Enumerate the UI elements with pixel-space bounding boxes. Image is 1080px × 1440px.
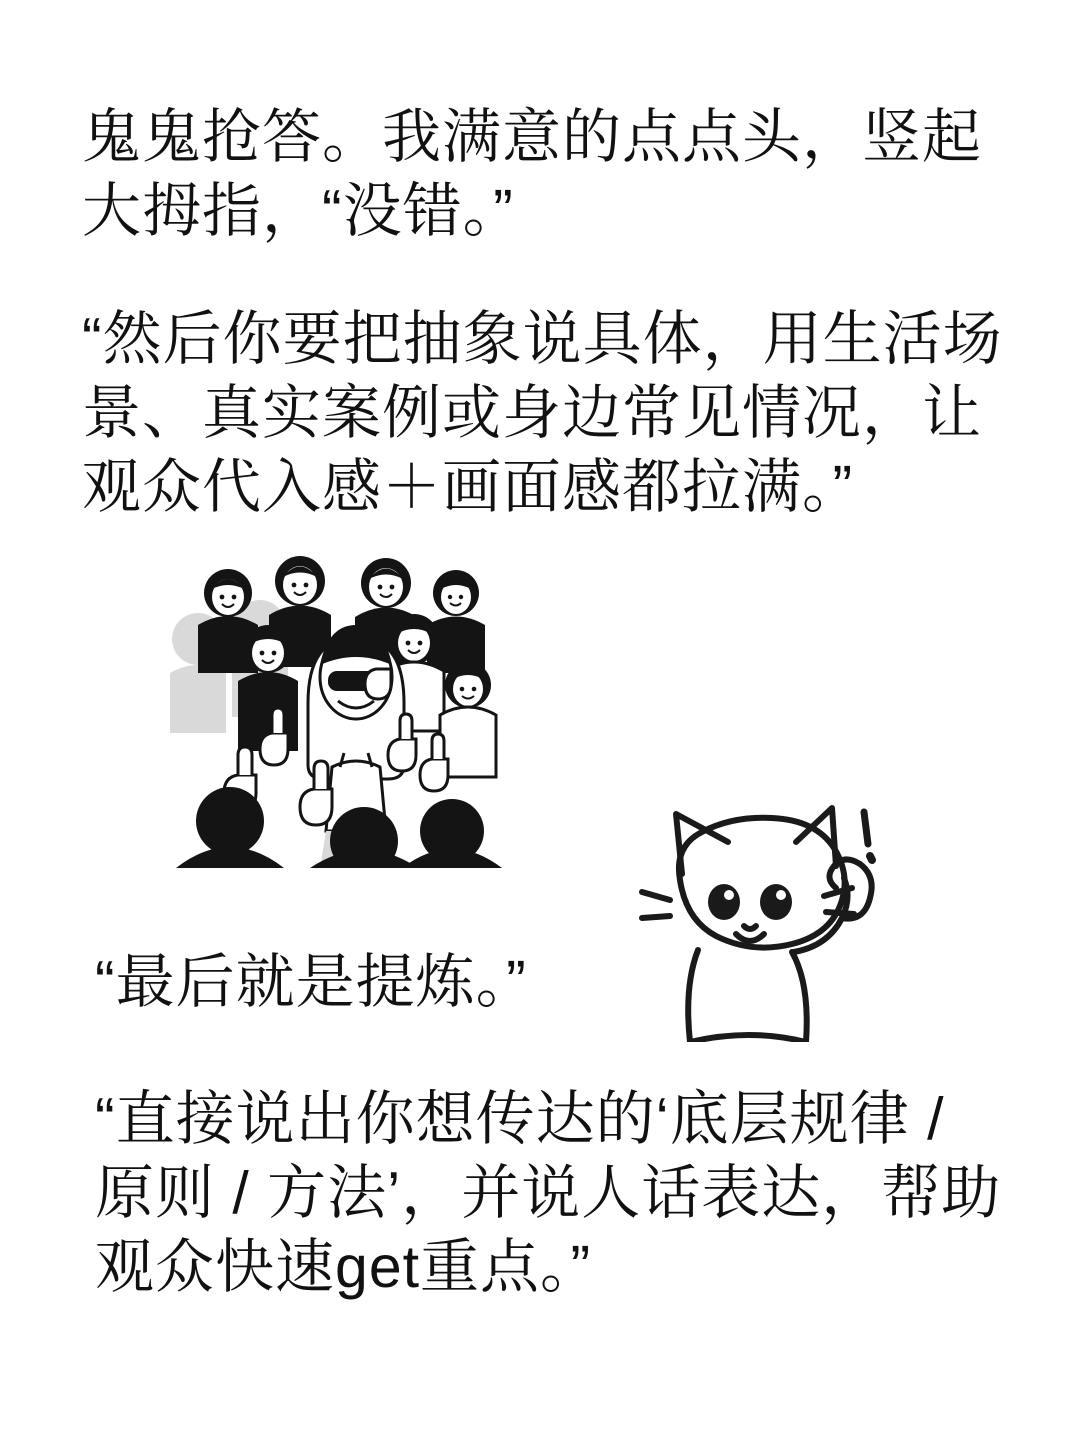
paragraph-2: “然后你要把抽象说具体，用生活场景、真实案例或身边常见情况，让观众代入感＋画面感都拉满。” [82, 306, 1003, 520]
paragraph-3: “最后就是提炼。” [95, 949, 527, 1015]
cat-illustration [636, 780, 904, 1042]
crowd-photo [168, 553, 520, 868]
paragraph-1: 鬼鬼抢答。我满意的点点头，竖起大拇指，“没错。” [82, 104, 983, 244]
paragraph-4: “直接说出你想传达的‘底层规律 / 原则 / 方法’，并说人话表达，帮助观众快速get重点。” [95, 1086, 1002, 1300]
